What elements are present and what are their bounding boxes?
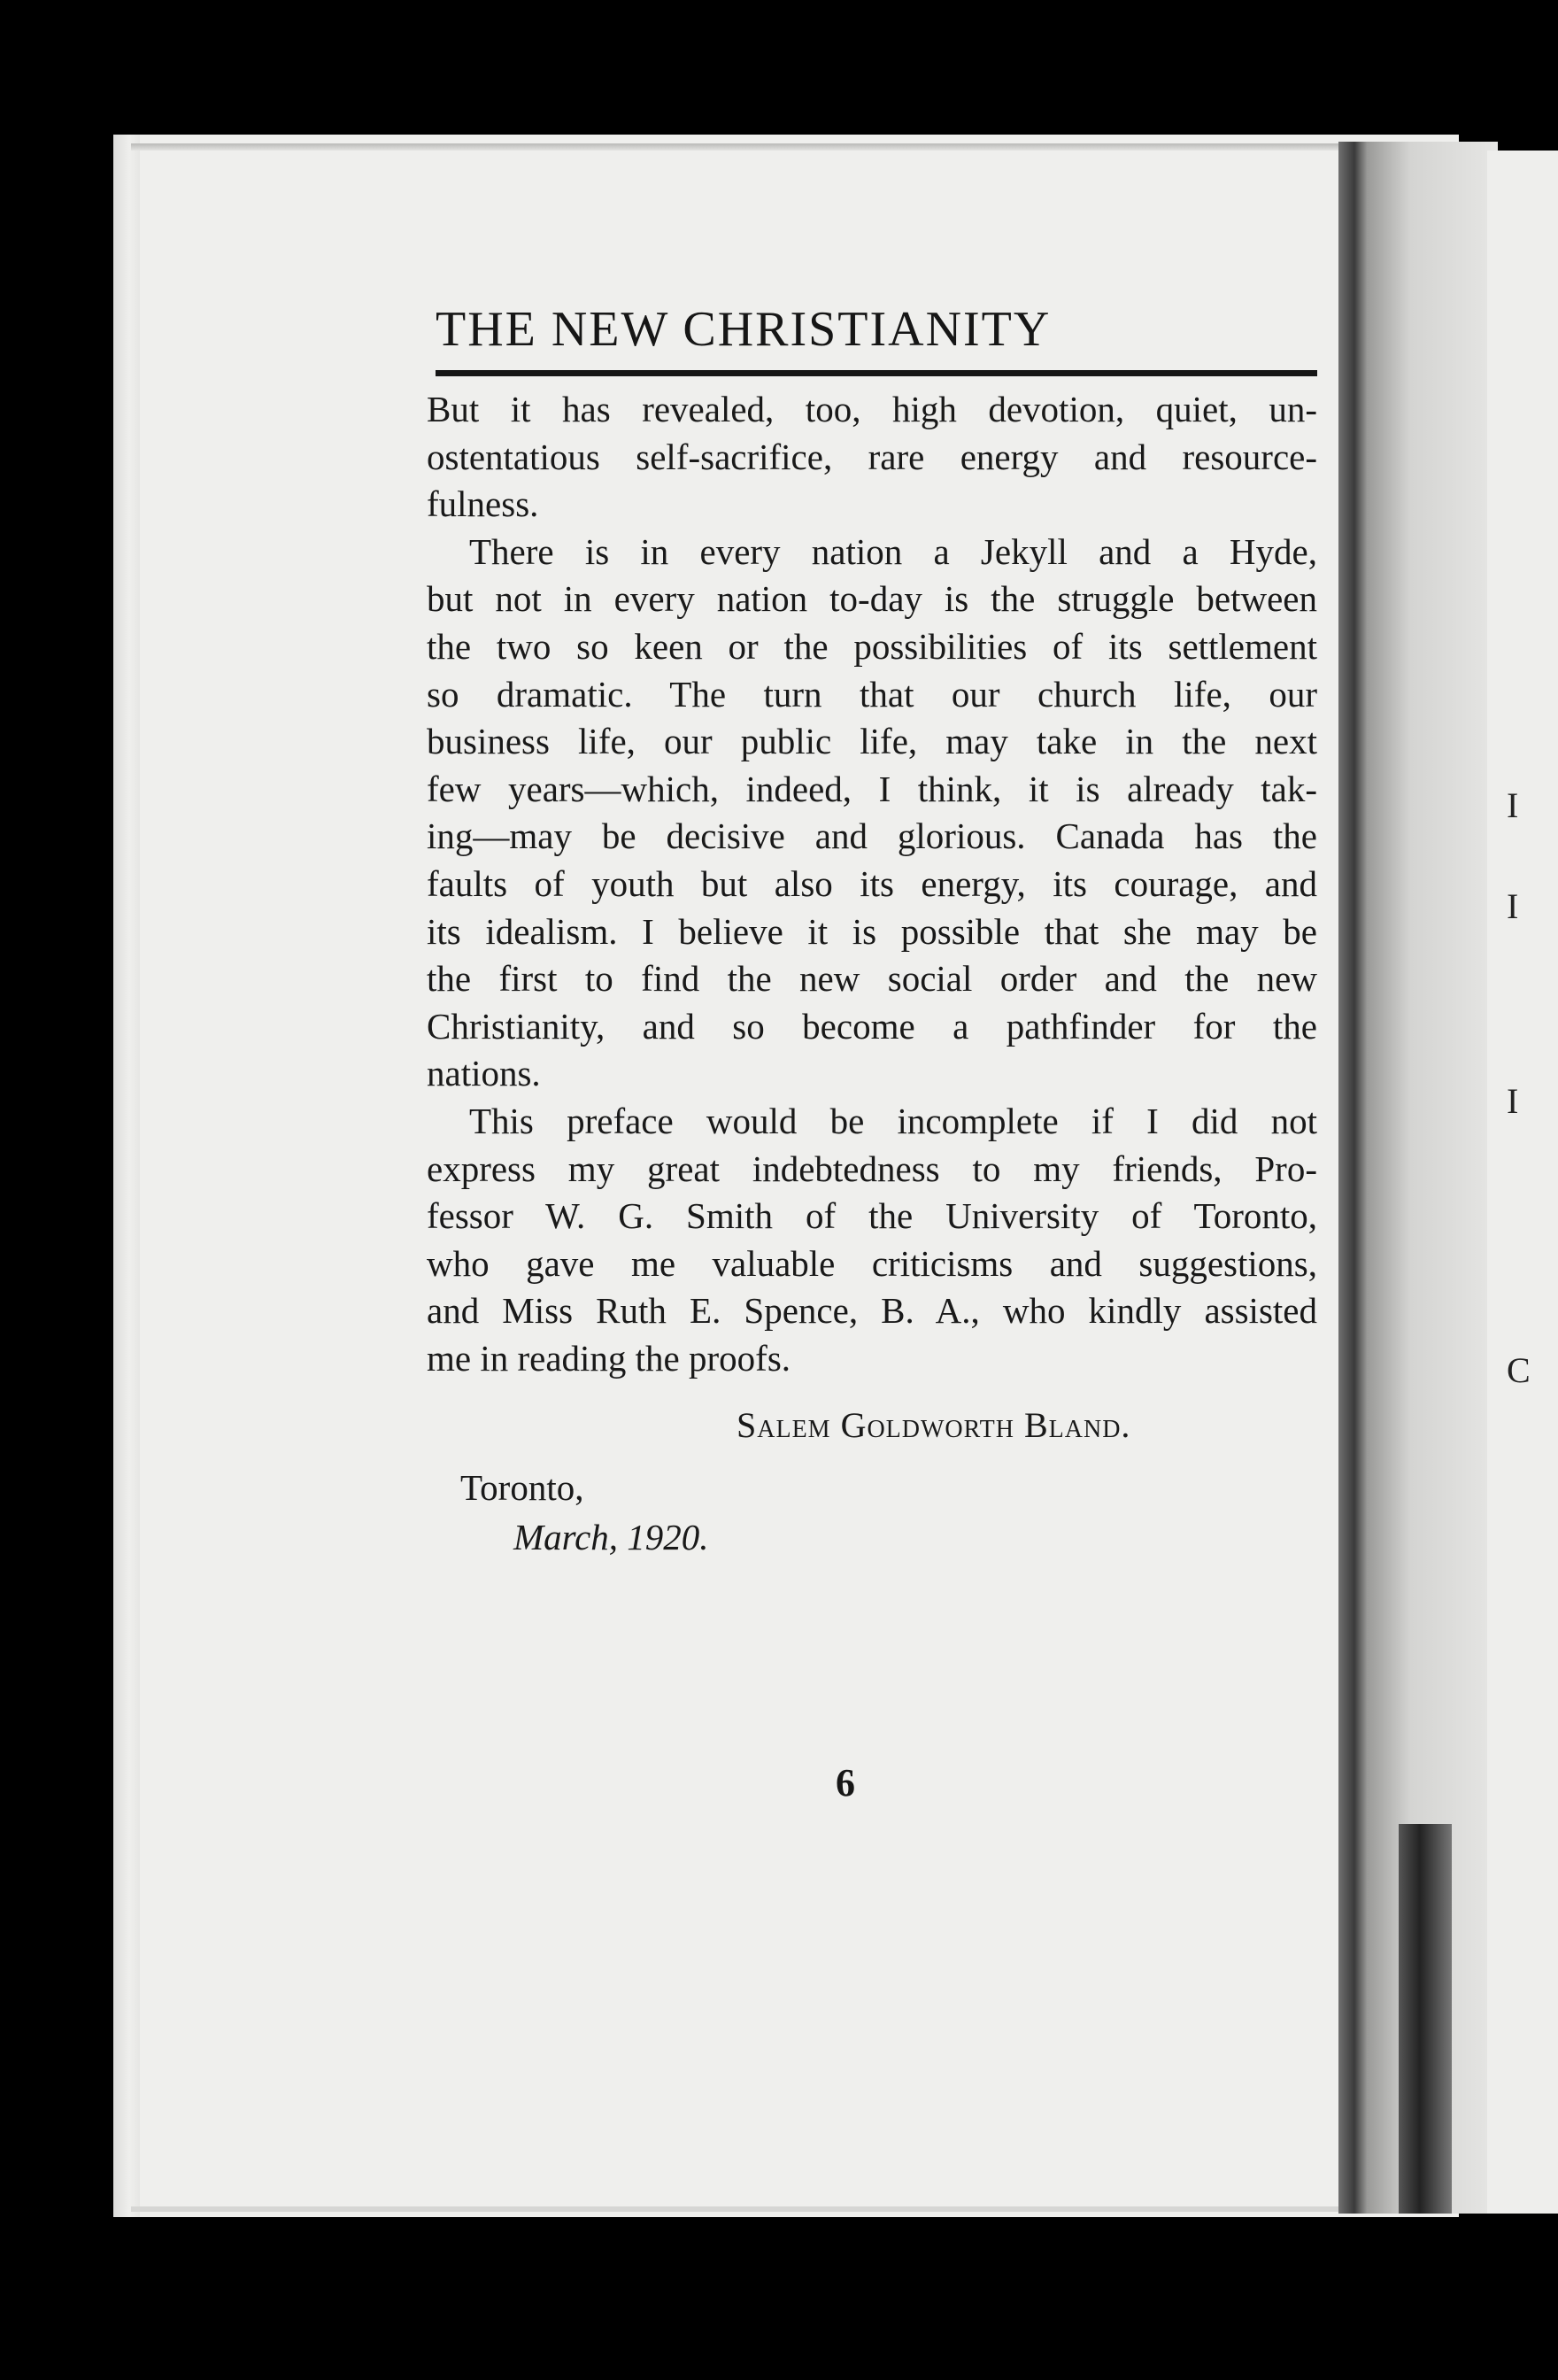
facing-page-fragment: I	[1507, 785, 1519, 825]
text-line: express my great indebtedness to my friends, Pro-	[427, 1148, 1317, 1189]
header-rule	[436, 370, 1317, 376]
text-line: the first to find the new social order and the new	[427, 958, 1317, 1000]
text-line: business life, our public life, may take in the next	[427, 721, 1317, 762]
text-line: me in reading the proofs.	[427, 1337, 791, 1379]
text-line: fessor W. G. Smith of the University of Toronto,	[427, 1195, 1317, 1237]
author-signature: Salem Goldworth Bland.	[737, 1405, 1131, 1445]
text-line: This preface would be incomplete if I did not	[469, 1100, 1317, 1141]
text-line: the two so keen or the possibilities of its settlement	[427, 625, 1317, 667]
text-line: its idealism. I believe it is possible that she may be	[427, 910, 1317, 952]
paragraph	[427, 529, 1317, 1098]
facing-page-fragment: I	[1507, 886, 1519, 926]
text-line: But it has revealed, too, high devotion, quiet, un-	[427, 389, 1317, 429]
body-text	[427, 386, 1317, 1382]
text-line: fulness.	[427, 483, 539, 525]
page-edge-top	[131, 143, 1353, 151]
text-line: but not in every nation to-day is the struggle between	[427, 578, 1317, 620]
text-line: few years—which, indeed, I think, it is already tak-	[427, 768, 1317, 809]
facing-page-fragment: C	[1507, 1350, 1531, 1390]
date-line: March, 1920.	[513, 1517, 709, 1557]
facing-page-fragment: I	[1507, 1081, 1519, 1121]
facing-page-edge	[1487, 151, 1558, 2214]
text-line: so dramatic. The turn that our church life, our	[427, 673, 1317, 715]
page-edge-left	[113, 135, 140, 2217]
text-line: ing—may be decisive and glorious. Canada has the	[427, 815, 1317, 857]
page-edge-bottom	[131, 2206, 1441, 2212]
text-line: ostentatious self-sacrifice, rare energy and resource-	[427, 436, 1317, 477]
paragraph	[427, 1098, 1317, 1383]
running-head: THE NEW CHRISTIANITY	[436, 302, 1052, 357]
text-line: nations.	[427, 1053, 541, 1094]
text-line: who gave me valuable criticisms and suggestions,	[427, 1242, 1317, 1284]
text-line: There is in every nation a Jekyll and a Hyde,	[469, 530, 1317, 572]
text-line: faults of youth but also its energy, its courage, and	[427, 862, 1317, 904]
text-line: Christianity, and so become a pathfinder for the	[427, 1005, 1317, 1047]
paragraph	[427, 386, 1317, 529]
text-line: and Miss Ruth E. Spence, B. A., who kindly assisted	[427, 1290, 1317, 1332]
page-number: 6	[836, 1761, 855, 1804]
book-spine-shadow	[1399, 1824, 1452, 2214]
place-line: Toronto,	[460, 1467, 584, 1508]
